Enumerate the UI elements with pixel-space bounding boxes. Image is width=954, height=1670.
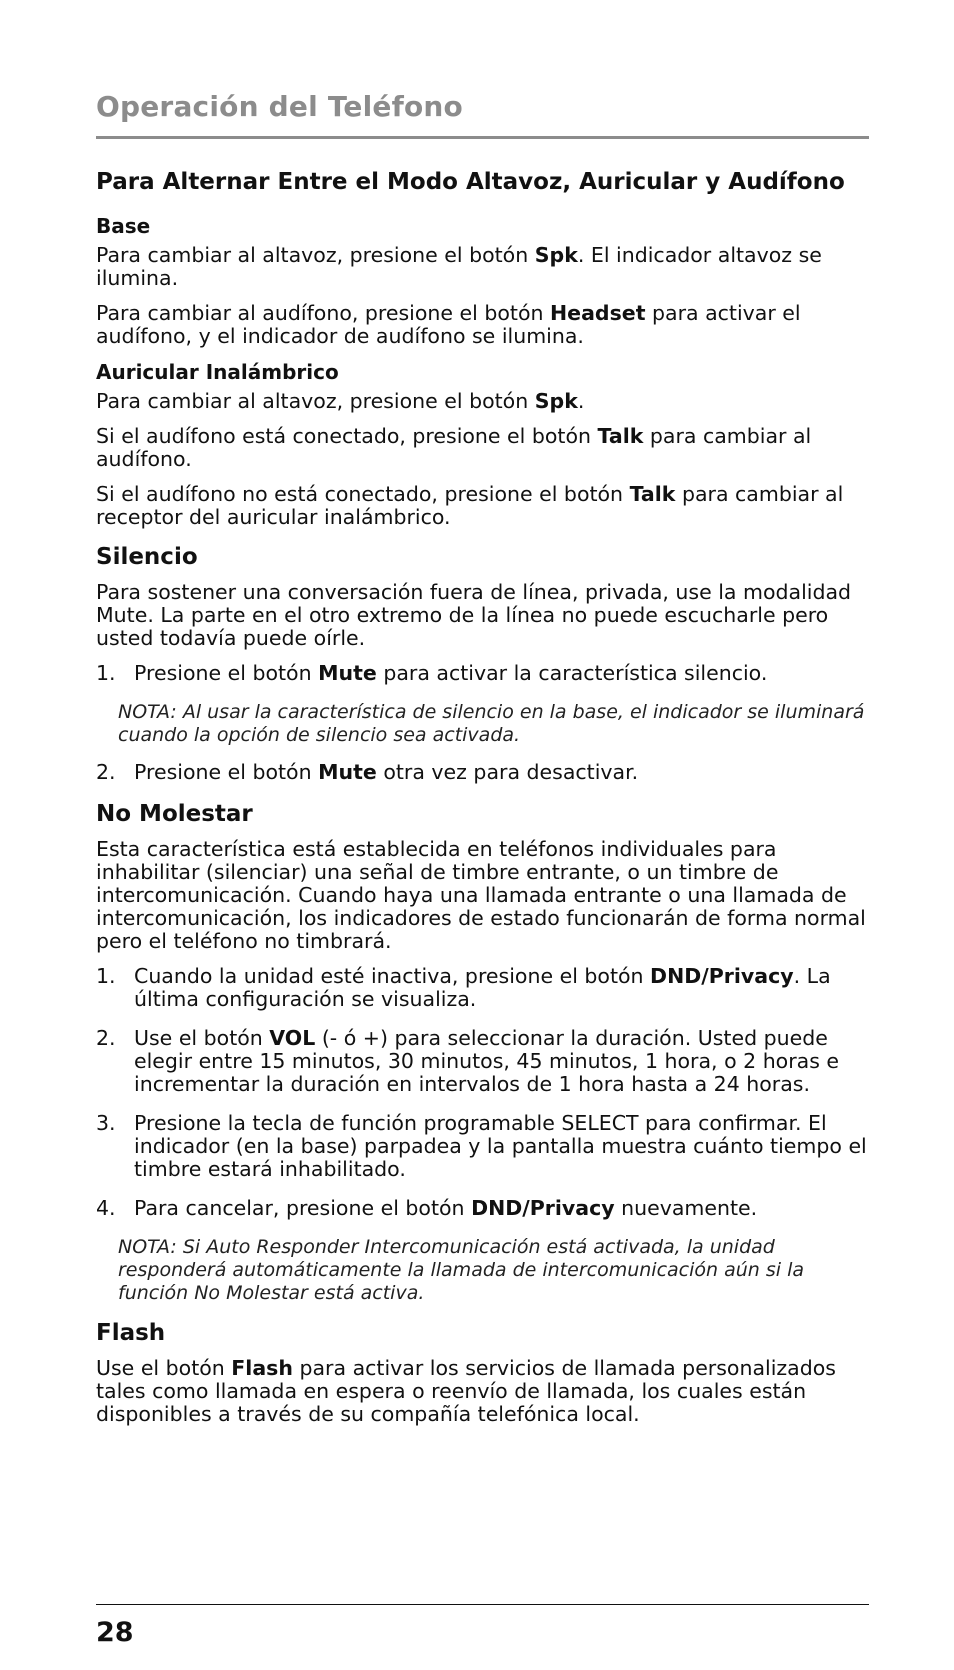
silencio-steps: [96, 662, 869, 685]
key-name: DND/Privacy: [650, 964, 794, 988]
text: Si el audífono no está conectado, presione el botón: [96, 482, 630, 506]
key-name: Flash: [231, 1356, 293, 1380]
flash-paragraph: [96, 1357, 869, 1426]
text: Para cambiar al altavoz, presione el botón: [96, 243, 535, 267]
silencio-step-2: [96, 761, 869, 784]
text: (- ó +) para seleccionar la duración. Usted puede elegir entre 15 minutos, 30 minutos, 45 minutos, 1 hora, o 2 horas e incrementar la duración en intervalos de 1 hora hasta a 24 horas.: [134, 1026, 840, 1096]
auricular-paragraph-speaker: [96, 390, 869, 413]
no-molestar-step-3: [96, 1112, 869, 1181]
key-name: Spk: [534, 389, 578, 413]
auricular-paragraph-connected: [96, 425, 869, 471]
text: Cuando la unidad esté inactiva, presione el botón: [134, 964, 651, 988]
key-name: Headset: [550, 301, 646, 325]
key-name: DND/Privacy: [471, 1196, 615, 1220]
text: para activar la característica silencio.: [376, 661, 768, 685]
no-molestar-heading: No Molestar: [96, 801, 253, 827]
key-name: Talk: [597, 424, 644, 448]
title-divider: [96, 136, 869, 139]
no-molestar-step-1: [96, 965, 869, 1011]
step-number: 3.: [96, 1111, 116, 1135]
key-name: Spk: [534, 243, 578, 267]
no-molestar-steps: [96, 965, 869, 1220]
silencio-intro: Para sostener una conversación fuera de línea, privada, use la modalidad Mute. La parte en el otro extremo de la línea no puede escucharle pero usted todavía puede oírle.: [96, 580, 852, 650]
text: para activar el audífono, y el indicador de audífono se ilumina.: [96, 301, 801, 348]
no-molestar-intro: Esta característica está establecida en teléfonos individuales para inhabilitar (silenciar) una señal de timbre entrante, o un timbre de intercomunicación. Cuando haya una llamada entrante o una llamada de intercomunicación, los indicadores de estado funcionarán de forma normal pero el teléfono no timbrará.: [96, 837, 866, 953]
page-number: 28: [96, 1617, 134, 1648]
footer-divider: [96, 1604, 869, 1605]
text: para activar los servicios de llamada personalizados tales como llamada en espera o reenvío de llamada, los cuales están disponibles a través de su compañía telefónica local.: [96, 1356, 836, 1426]
text: Presione el botón: [134, 661, 319, 685]
text: Para cancelar, presione el botón: [134, 1196, 472, 1220]
text: otra vez para desactivar.: [376, 760, 639, 784]
auricular-paragraph-not-connected: [96, 483, 869, 529]
base-paragraph-speaker: [96, 244, 869, 290]
no-molestar-note: NOTA: Si Auto Responder Intercomunicación está activada, la unidad responderá automáticamente la llamada de intercomunicación aún si la función No Molestar está activa.: [118, 1236, 805, 1304]
key-name: Talk: [629, 482, 676, 506]
page-body: [96, 168, 869, 1438]
main-heading: Para Alternar Entre el Modo Altavoz, Auricular y Audífono: [96, 169, 845, 195]
text: Use el botón: [134, 1026, 270, 1050]
no-molestar-step-2: [96, 1027, 869, 1096]
key-name: VOL: [269, 1026, 316, 1050]
base-paragraph-headset: [96, 302, 869, 348]
key-name: Mute: [318, 661, 377, 685]
text: Para cambiar al altavoz, presione el botón: [96, 389, 535, 413]
step-number: 1.: [96, 964, 116, 988]
step-number: 4.: [96, 1196, 116, 1220]
text: .: [577, 389, 585, 413]
text: nuevamente.: [614, 1196, 758, 1220]
key-name: Mute: [318, 760, 377, 784]
text: Presione la tecla de función programable SELECT para confirmar. El indicador (en la base) parpadea y la pantalla muestra cuánto tiempo el timbre estará inhabilitado.: [134, 1111, 867, 1181]
no-molestar-step-4: [96, 1197, 869, 1220]
silencio-heading: Silencio: [96, 544, 198, 570]
text: . El indicador altavoz se ilumina.: [96, 243, 822, 290]
text: Si el audífono está conectado, presione el botón: [96, 424, 598, 448]
text: para cambiar al receptor del auricular inalámbrico.: [96, 482, 844, 529]
text: . La última configuración se visualiza.: [134, 964, 831, 1011]
text: Use el botón: [96, 1356, 232, 1380]
flash-heading: Flash: [96, 1320, 166, 1346]
auricular-heading: Auricular Inalámbrico: [96, 360, 339, 384]
section-title: Operación del Teléfono: [96, 90, 463, 123]
text: para cambiar al audífono.: [96, 424, 812, 471]
text: Presione el botón: [134, 760, 319, 784]
step-number: 2.: [96, 1026, 116, 1050]
step-number: 2.: [96, 760, 116, 784]
text: Para cambiar al audífono, presione el botón: [96, 301, 551, 325]
silencio-step-1: [96, 662, 869, 685]
step-number: 1.: [96, 661, 116, 685]
silencio-steps-cont: [96, 761, 869, 784]
base-heading: Base: [96, 214, 151, 238]
silencio-note: NOTA: Al usar la característica de silencio en la base, el indicador se iluminará cuando la opción de silencio sea activada.: [118, 701, 865, 746]
